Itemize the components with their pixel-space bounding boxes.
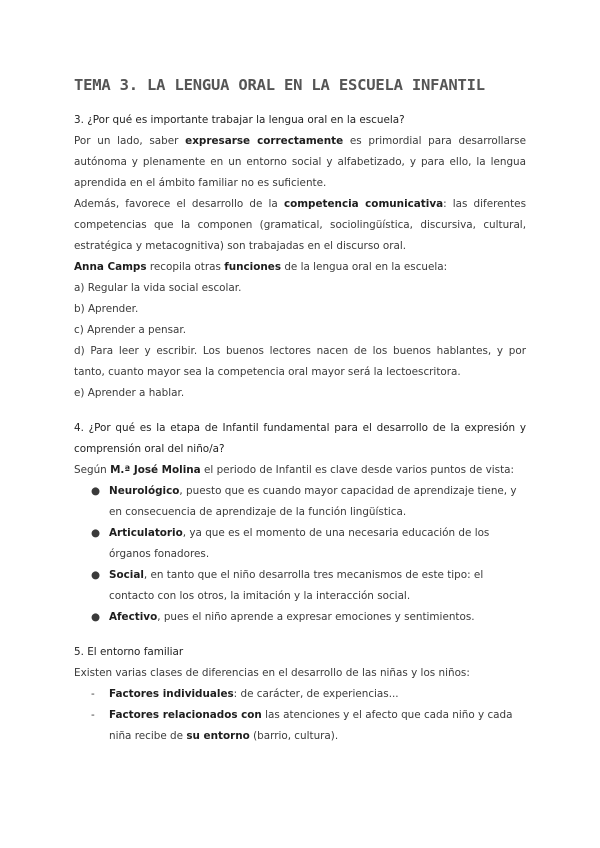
q3-item-a: a) Regular la vida social escolar. bbox=[74, 282, 242, 294]
question-3-heading: 3. ¿Por qué es importante trabajar la lengua oral en la escuela? bbox=[74, 114, 405, 126]
q3-item-c: c) Aprender a pensar. bbox=[74, 324, 187, 336]
q3-item-d: d) Para leer y escribir. Los buenos lectores nacen de los buenos hablantes, y por tanto, cuanto mayor sea la competencia oral mayor será la lectoescritora. bbox=[74, 345, 526, 378]
document-body bbox=[74, 74, 526, 747]
bullet-icon: ● bbox=[91, 485, 101, 497]
q5-intro: Existen varias clases de diferencias en el desarrollo de las niñas y los niños: bbox=[74, 667, 470, 679]
list-item: ● Social, en tanto que el niño desarrolla tres mecanismos de este tipo: el contacto con los otros, la imitación y la interacción social. bbox=[74, 565, 526, 607]
q4-intro: Según M.ª José Molina el periodo de Infantil es clave desde varios puntos de vista: bbox=[74, 464, 515, 476]
q3-item-b: b) Aprender. bbox=[74, 303, 139, 315]
dash-icon: - bbox=[91, 688, 95, 700]
q3-paragraph-2: Además, favorece el desarrollo de la competencia comunicativa: las diferentes competencias que la componen (gramatical, sociolingüística, discursiva, cultural, estratégica y metacognitiva) son trabajadas en el discurso oral. bbox=[74, 198, 526, 252]
list-item: - Factores relacionados con las atenciones y el afecto que cada niño y cada niña recibe de su entorno (barrio, cultura). bbox=[74, 705, 526, 747]
list-item: ● Afectivo, pues el niño aprende a expresar emociones y sentimientos. bbox=[74, 607, 526, 628]
list-item: - Factores individuales: de carácter, de experiencias... bbox=[74, 684, 526, 705]
q3-item-e: e) Aprender a hablar. bbox=[74, 387, 185, 399]
list-item: ● Neurológico, puesto que es cuando mayor capacidad de aprendizaje tiene, y en consecuencia de aprendizaje de la función lingüística. bbox=[74, 481, 526, 523]
list-item: ● Articulatorio, ya que es el momento de una necesaria educación de los órganos fonadores. bbox=[74, 523, 526, 565]
question-5-heading: 5. El entorno familiar bbox=[74, 646, 184, 658]
bullet-icon: ● bbox=[91, 611, 101, 623]
question-4-heading: 4. ¿Por qué es la etapa de Infantil fundamental para el desarrollo de la expresión y comprensión oral del niño/a? bbox=[74, 422, 526, 455]
q4-bullet-list bbox=[74, 481, 526, 628]
q3-paragraph-1: Por un lado, saber expresarse correctamente es primordial para desarrollarse autónoma y plenamente en un entorno social y alfabetizado, y para ello, la lengua aprendida en el ámbito familiar no es suficiente. bbox=[74, 135, 526, 189]
bullet-icon: ● bbox=[91, 527, 101, 539]
q5-dash-list bbox=[74, 684, 526, 747]
bullet-icon: ● bbox=[91, 569, 101, 581]
document-title: TEMA 3. LA LENGUA ORAL EN LA ESCUELA INFANTIL bbox=[74, 76, 485, 94]
q3-paragraph-3: Anna Camps recopila otras funciones de la lengua oral en la escuela: bbox=[74, 261, 448, 273]
dash-icon: - bbox=[91, 709, 95, 721]
